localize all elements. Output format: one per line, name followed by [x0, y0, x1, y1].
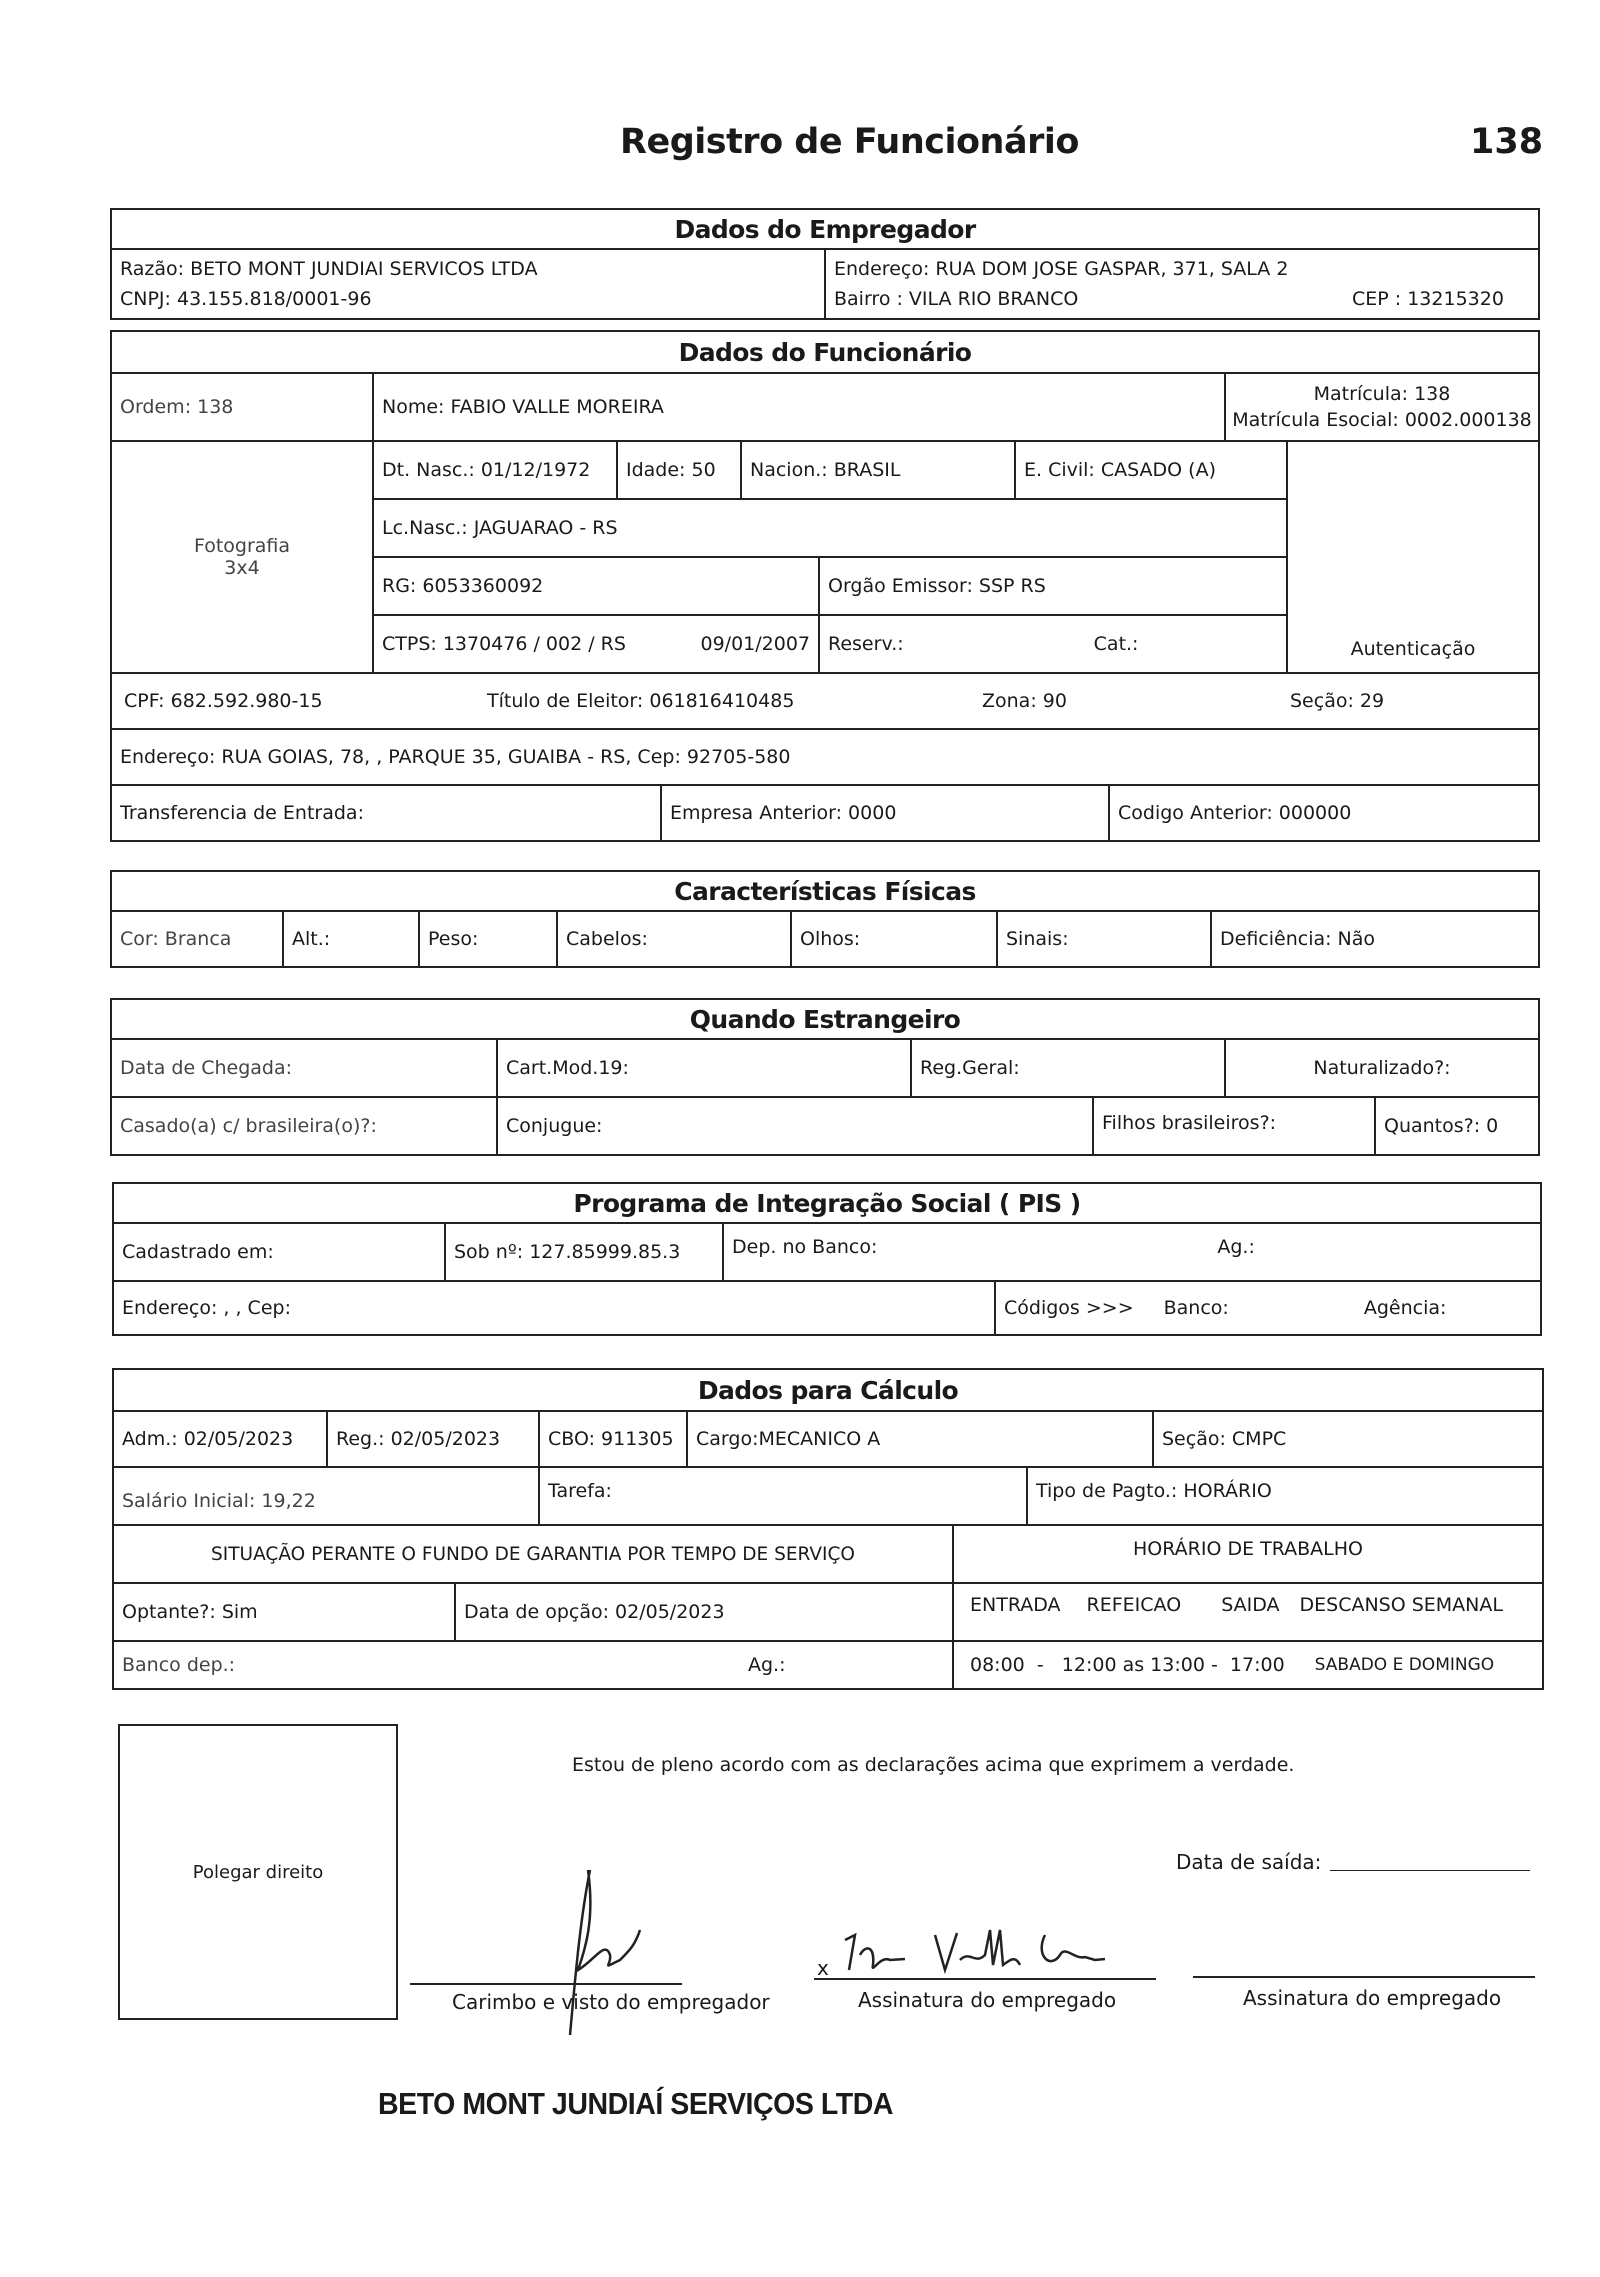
- employer-signature-label: Carimbo e visto do empregador: [452, 1990, 770, 2014]
- rg-field: RG: 6053360092: [372, 556, 818, 614]
- horario-valores: [952, 1640, 1542, 1688]
- employer-signature-line[interactable]: [410, 1983, 682, 1985]
- section-calculo: [112, 1368, 1544, 1690]
- peso-field: Peso:: [418, 912, 556, 966]
- page-number: 138: [1470, 122, 1544, 162]
- secao-calculo-field: Seção: CMPC: [1152, 1412, 1542, 1466]
- horario-columns: [952, 1582, 1542, 1640]
- cep-empregador-field: CEP : 13215320: [1352, 288, 1504, 310]
- employee-signature-line-2[interactable]: [1193, 1976, 1535, 1978]
- reg-geral-field: Reg.Geral:: [910, 1040, 1224, 1096]
- titulo-eleitor-field: Título de Eleitor: 061816410485: [487, 690, 795, 712]
- fgts-title: SITUAÇÃO PERANTE O FUNDO DE GARANTIA POR TEMPO DE SERVIÇO: [114, 1524, 952, 1582]
- page-title: Registro de Funcionário: [620, 122, 1079, 162]
- company-stamp: BETO MONT JUNDIAÍ SERVIÇOS LTDA: [378, 2086, 893, 2121]
- sinais-field: Sinais:: [996, 912, 1210, 966]
- employee-signature-label-1: Assinatura do empregado: [858, 1988, 1117, 2012]
- thumbprint-box: Polegar direito: [118, 1724, 398, 2020]
- cabelos-field: Cabelos:: [556, 912, 790, 966]
- endereco-empregador-field: Endereço: RUA DOM JOSE GASPAR, 371, SALA 2 Bairro : VILA RIO BRANCO: [824, 250, 1538, 318]
- section-estrangeiro: [110, 998, 1540, 1156]
- empresa-anterior-field: Empresa Anterior: 0000: [660, 784, 1108, 840]
- section-title: Características Físicas: [112, 872, 1538, 912]
- section-funcionario: [110, 330, 1540, 842]
- section-title: Dados do Empregador: [112, 210, 1538, 250]
- ordem-field: Ordem: 138: [120, 396, 234, 418]
- x-mark: x: [817, 1956, 829, 1980]
- section-title: Dados do Funcionário: [112, 332, 1538, 374]
- casado-brasileira-field: Casado(a) c/ brasileira(o)?:: [112, 1096, 496, 1154]
- codigo-anterior-field: Codigo Anterior: 000000: [1108, 784, 1538, 840]
- horario-title: HORÁRIO DE TRABALHO: [952, 1524, 1542, 1582]
- orgao-emissor-field: Orgão Emissor: SSP RS: [818, 556, 1286, 614]
- matricula-field: Matrícula: 138 Matrícula Esocial: 0002.000138: [1224, 374, 1538, 440]
- cart-mod-field: Cart.Mod.19:: [496, 1040, 910, 1096]
- ctps-date: 09/01/2007: [700, 633, 810, 655]
- pis-ag-field: Ag.:: [1217, 1236, 1255, 1258]
- employee-signature: [835, 1915, 1155, 1985]
- endereco-funcionario-field: Endereço: RUA GOIAS, 78, , PARQUE 35, GUAIBA - RS, Cep: 92705-580: [112, 728, 1538, 784]
- section-title: Dados para Cálculo: [114, 1370, 1542, 1412]
- banco-dep-field: Banco dep.: Ag.:: [114, 1640, 952, 1688]
- col-saida: SAIDA: [1221, 1594, 1280, 1616]
- cor-field: Cor: Branca: [120, 928, 232, 950]
- employee-signature-label-2: Assinatura do empregado: [1243, 1986, 1502, 2010]
- salario-field: Salário Inicial: 19,22: [114, 1466, 538, 1524]
- cadastrado-field: Cadastrado em:: [122, 1241, 274, 1263]
- lc-nasc-field: Lc.Nasc.: JAGUARAO - RS: [372, 498, 1286, 556]
- section-title: Quando Estrangeiro: [112, 1000, 1538, 1040]
- banco-ag-field: Ag.:: [748, 1654, 786, 1676]
- section-title: Programa de Integração Social ( PIS ): [114, 1184, 1540, 1224]
- razao-field: Razão: BETO MONT JUNDIAI SERVICOS LTDA: [120, 258, 538, 280]
- altura-field: Alt.:: [282, 912, 418, 966]
- section-empregador: [110, 208, 1540, 320]
- col-refeicao: REFEICAO: [1086, 1594, 1182, 1616]
- section-pis: [112, 1182, 1542, 1336]
- declaracao-text: Estou de pleno acordo com as declarações acima que exprimem a verdade.: [572, 1754, 1295, 1776]
- tipo-pagto-field: Tipo de Pagto.: HORÁRIO: [1026, 1466, 1542, 1524]
- idade-field: Idade: 50: [616, 440, 740, 498]
- col-entrada: ENTRADA: [970, 1594, 1061, 1616]
- registro-field: Reg.: 02/05/2023: [326, 1412, 538, 1466]
- dt-nasc-field: Dt. Nasc.: 01/12/1972: [372, 440, 616, 498]
- cbo-field: CBO: 911305: [538, 1412, 686, 1466]
- nacion-field: Nacion.: BRASIL: [740, 440, 1014, 498]
- conjugue-field: Conjugue:: [496, 1096, 1092, 1154]
- quantos-field: Quantos?: 0: [1374, 1096, 1538, 1154]
- naturalizado-field: Naturalizado?:: [1224, 1040, 1538, 1096]
- cat-field: Cat.:: [1093, 633, 1139, 655]
- reserv-field: Reserv.: Cat.:: [818, 614, 1286, 672]
- olhos-field: Olhos:: [790, 912, 996, 966]
- cpf-field: CPF: 682.592.980-15: [124, 690, 323, 712]
- cpf-row: [112, 672, 1538, 728]
- photo-placeholder: Fotografia 3x4: [112, 440, 372, 672]
- optante-field: Optante?: Sim: [114, 1582, 454, 1640]
- ctps-field: CTPS: 1370476 / 002 / RS 09/01/2007: [372, 614, 818, 672]
- pis-numero-field: Sob nº: 127.85999.85.3: [444, 1224, 722, 1280]
- employee-signature-line-1[interactable]: [814, 1978, 1156, 1980]
- codigos-field: Códigos >>> Banco: Agência:: [994, 1280, 1540, 1334]
- col-descanso: DESCANSO SEMANAL: [1299, 1594, 1503, 1616]
- cnpj-field: CNPJ: 43.155.818/0001-96: [120, 288, 372, 310]
- secao-field: Seção: 29: [1290, 690, 1385, 712]
- pis-endereco-field: Endereço: , , Cep:: [114, 1280, 994, 1334]
- admissao-field: Adm.: 02/05/2023: [122, 1428, 294, 1450]
- deficiencia-field: Deficiência: Não: [1210, 912, 1538, 966]
- data-saida-line[interactable]: [1330, 1870, 1530, 1871]
- banco-code-field: Banco:: [1163, 1297, 1229, 1319]
- data-opcao-field: Data de opção: 02/05/2023: [454, 1582, 952, 1640]
- nome-field: Nome: FABIO VALLE MOREIRA: [372, 374, 1224, 440]
- estado-civil-field: E. Civil: CASADO (A): [1014, 440, 1286, 498]
- tarefa-field: Tarefa:: [538, 1466, 1026, 1524]
- dep-banco-field: Dep. no Banco: Ag.:: [722, 1224, 1540, 1280]
- section-fisicas: [110, 870, 1540, 968]
- transferencia-field: Transferencia de Entrada:: [112, 784, 660, 840]
- data-chegada-field: Data de Chegada:: [120, 1057, 293, 1079]
- cargo-field: Cargo:MECANICO A: [686, 1412, 1152, 1466]
- data-saida-label: Data de saída:: [1176, 1850, 1322, 1874]
- autenticacao-area: Autenticação: [1286, 440, 1538, 672]
- horario-valor: 08:00 - 12:00 as 13:00 - 17:00: [970, 1654, 1285, 1676]
- zona-field: Zona: 90: [982, 690, 1067, 712]
- filhos-brasileiros-field: Filhos brasileiros?:: [1092, 1096, 1374, 1154]
- descanso-valor: SABADO E DOMINGO: [1314, 1655, 1495, 1675]
- agencia-code-field: Agência:: [1363, 1297, 1447, 1319]
